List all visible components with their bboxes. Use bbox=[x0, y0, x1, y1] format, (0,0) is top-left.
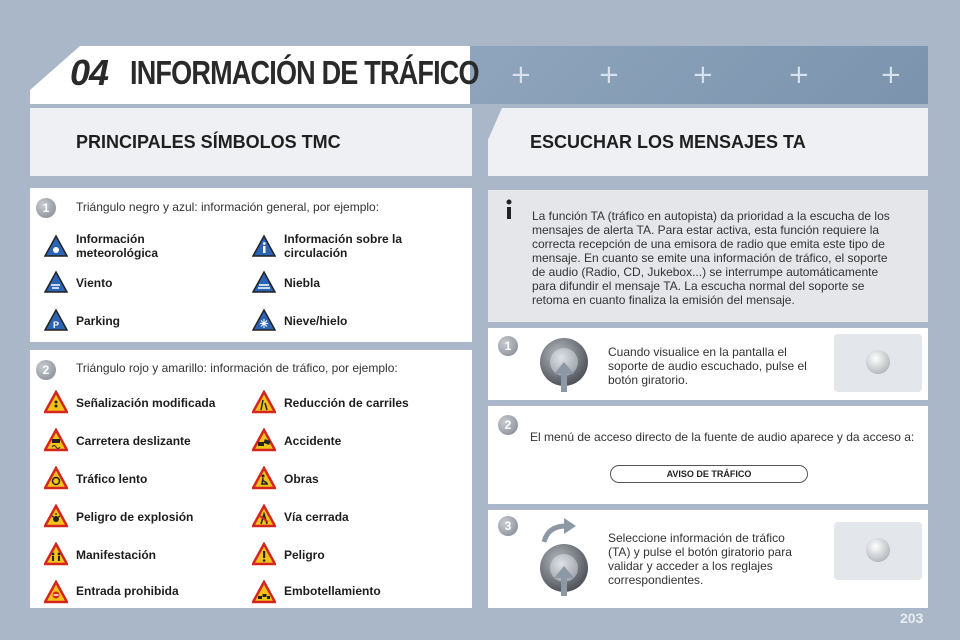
left-section-title-box bbox=[30, 108, 472, 176]
slippery-road-icon bbox=[44, 428, 68, 452]
right-section-title: ESCUCHAR LOS MENSAJES TA bbox=[530, 132, 806, 152]
slow-traffic-icon bbox=[44, 466, 68, 490]
step3-line: validar y acceder a los reglajes bbox=[608, 559, 773, 573]
symbol-label: Reducción de carriles bbox=[284, 396, 409, 410]
traffic-alert-menu-item[interactable]: AVISO DE TRÁFICO bbox=[610, 465, 808, 483]
step-badge: 2 bbox=[498, 415, 518, 435]
rotate-arrow-icon bbox=[540, 518, 580, 544]
step3-line: Seleccione información de tráfico bbox=[608, 531, 785, 545]
road-closed-icon bbox=[252, 504, 276, 528]
push-arrow-icon bbox=[552, 566, 576, 596]
symbol-label: Manifestación bbox=[76, 548, 157, 562]
weather-info-icon bbox=[44, 234, 68, 258]
snow-ice-icon bbox=[252, 308, 276, 332]
ta-info-text bbox=[532, 209, 890, 307]
plus-decoration-icon: + bbox=[880, 60, 902, 90]
chapter-title: INFORMACIÓN DE TRÁFICO bbox=[130, 54, 479, 91]
step2-text: El menú de acceso directo de la fuente de audio aparece y da acceso a: bbox=[530, 430, 915, 444]
chapter-number: 04 bbox=[70, 52, 109, 93]
step1-line: soporte de audio escuchado, pulse el bbox=[608, 359, 807, 373]
radio-knob-icon bbox=[866, 538, 890, 562]
symbol-label: Nieve/hielo bbox=[284, 314, 348, 328]
info-line: de audio (Radio, CD, Jukebox...) se interrumpe automáticamente bbox=[532, 265, 879, 279]
page-number: 203 bbox=[900, 610, 924, 626]
step3-line: (TA) y pulse el botón giratorio para bbox=[608, 545, 792, 559]
step1-line: botón giratorio. bbox=[608, 373, 689, 387]
info-line: correcta recepción de una emisora de radio que emita este tipo de bbox=[532, 237, 885, 251]
symbol-label: Parking bbox=[76, 314, 121, 328]
symbol-label: Accidente bbox=[284, 434, 342, 448]
step2-panel bbox=[488, 406, 928, 504]
symbol-label: Peligro de explosión bbox=[76, 510, 194, 524]
info-line: para difundir el mensaje TA. La escucha normal del soporte se bbox=[532, 279, 865, 293]
radio-unit-illustration bbox=[834, 522, 922, 580]
traffic-jam-icon bbox=[252, 580, 276, 604]
info-line: retoma en cuanto finaliza la emisión del mensaje. bbox=[532, 293, 795, 307]
roadworks-icon bbox=[252, 466, 276, 490]
info-line: mensajes de alerta TA. Para estar activa, esta función requiere la bbox=[532, 223, 880, 237]
traffic-info-icon bbox=[252, 234, 276, 258]
info-icon bbox=[498, 198, 520, 220]
symbol-label: Embotellamiento bbox=[284, 584, 381, 598]
lane-reduction-icon bbox=[252, 390, 276, 414]
push-arrow-icon bbox=[552, 362, 576, 392]
symbol-label: Información meteorológica bbox=[76, 232, 159, 260]
header-map-decoration bbox=[470, 46, 928, 104]
plus-decoration-icon: + bbox=[692, 60, 714, 90]
danger-icon bbox=[252, 542, 276, 566]
radio-knob-icon bbox=[866, 350, 890, 374]
symbol-label: Carretera deslizante bbox=[76, 434, 191, 448]
parking-icon bbox=[44, 308, 68, 332]
step1-line: Cuando visualice en la pantalla el bbox=[608, 345, 787, 359]
wind-icon bbox=[44, 270, 68, 294]
demonstration-icon bbox=[44, 542, 68, 566]
step-badge: 3 bbox=[498, 516, 518, 536]
modified-signals-icon bbox=[44, 390, 68, 414]
symbol-label: Tráfico lento bbox=[76, 472, 148, 486]
traffic-info-intro: Triángulo rojo y amarillo: información de tráfico, por ejemplo: bbox=[76, 361, 398, 375]
explosion-danger-icon bbox=[44, 504, 68, 528]
symbol-label: Viento bbox=[76, 276, 113, 290]
general-info-intro: Triángulo negro y azul: información general, por ejemplo: bbox=[76, 200, 380, 214]
accident-icon bbox=[252, 428, 276, 452]
symbol-label: Información sobre la circulación bbox=[284, 232, 403, 260]
no-entry-icon bbox=[44, 580, 68, 604]
symbol-label: Entrada prohibida bbox=[76, 584, 179, 598]
symbol-label: Peligro bbox=[284, 548, 325, 562]
plus-decoration-icon: + bbox=[788, 60, 810, 90]
svg-text:P: P bbox=[52, 320, 60, 330]
left-section-title: PRINCIPALES SÍMBOLOS TMC bbox=[76, 132, 341, 152]
plus-decoration-icon: + bbox=[510, 60, 532, 90]
radio-unit-illustration bbox=[834, 334, 922, 392]
right-section-title-box bbox=[488, 108, 928, 176]
info-line: La función TA (tráfico en autopista) da prioridad a la escucha de los bbox=[532, 209, 890, 223]
step3-line: correspondientes. bbox=[608, 573, 704, 587]
step3-text bbox=[608, 531, 792, 587]
step-badge: 1 bbox=[498, 336, 518, 356]
step-badge: 1 bbox=[36, 198, 56, 218]
step-badge: 2 bbox=[36, 360, 56, 380]
symbol-label: Niebla bbox=[284, 276, 321, 290]
symbol-label: Señalización modificada bbox=[76, 396, 216, 410]
title-divider-shape bbox=[458, 104, 508, 178]
plus-decoration-icon: + bbox=[598, 60, 620, 90]
step1-text bbox=[608, 345, 807, 387]
symbol-label: Obras bbox=[284, 472, 319, 486]
fog-icon bbox=[252, 270, 276, 294]
symbol-label: Vía cerrada bbox=[284, 510, 349, 524]
info-line: mensaje. En cuanto se emite una información de tráfico, el soporte bbox=[532, 251, 888, 265]
